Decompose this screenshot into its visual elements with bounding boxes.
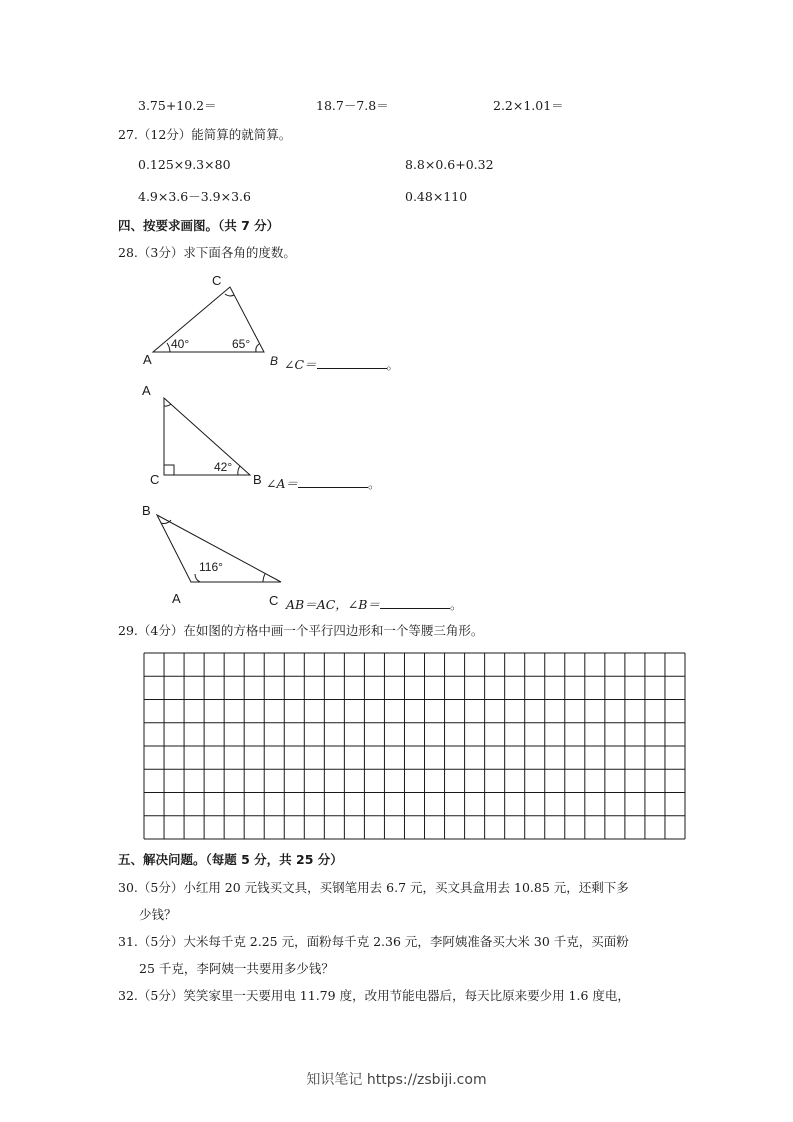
triangle-3-answer [286,596,462,613]
footer-watermark: 知识笔记 https://zsbiji.com [306,1072,487,1088]
question-32-line-1: 32.（5分）笑笑家里一天要用电 11.79 度，改用节能电器后，每天比原来要少用 1.6 度电， [118,988,630,1003]
triangle-3-arc-b [161,520,171,523]
triangle-1-arc-b [256,344,259,352]
section-4-title: 四、按要求画图。（共 7 分） [118,218,280,233]
answer-blank[interactable] [317,356,387,369]
answer-prefix: ∠A＝ [266,476,299,491]
question-28-title: 28.（3分）求下面各角的度数。 [118,245,296,260]
triangle-1-label-b: B [270,354,279,368]
answer-prefix: AB＝AC，∠B＝ [286,597,380,612]
triangle-1-arc-c [225,294,234,296]
triangle-1-arc-a [167,343,170,352]
triangle-3-label-c: C [269,593,279,608]
calc-item: 3.75+10.2＝ [138,98,217,113]
question-31-line-2: 25 千克，李阿姨一共要用多少钱？ [139,961,334,976]
triangle-2-answer [266,475,381,492]
question-30-line-2: 少钱？ [139,907,177,922]
answer-suffix: 。 [386,357,400,372]
triangle-2-label-c: C [150,472,160,487]
triangle-3-arc-c [263,574,265,582]
answer-blank[interactable] [298,475,368,488]
q27-item: 4.9×3.6－3.9×3.6 [138,189,251,204]
calc-item: 2.2×1.01＝ [493,98,564,113]
triangle-1-answer [284,356,399,373]
triangle-2-angle-b: 42° [214,460,233,474]
triangle-2-right-angle [164,465,174,475]
triangle-1-label-a: A [143,352,152,367]
triangle-2-shape [164,398,250,475]
question-31-line-1: 31.（5分）大米每千克 2.25 元，面粉每千克 2.36 元，李阿姨准备买大米 30 千克，买面粉 [118,934,629,949]
q27-item: 0.48×110 [405,189,468,204]
answer-suffix: 。 [368,476,381,491]
triangle-1-label-c: C [212,273,222,288]
triangle-2 [164,398,250,475]
question-30-line-1: 30.（5分）小红用 20 元钱买文具，买钢笔用去 6.7 元，买文具盒用去 10.85 元，还剩下多 [118,880,629,895]
question-27-title: 27.（12分）能简算的就简算。 [118,127,292,142]
answer-blank[interactable] [380,596,450,609]
q27-item: 0.125×9.3×80 [138,157,231,172]
triangle-3-label-a: A [172,591,181,606]
triangle-3-angle-a: 116° [199,560,223,574]
triangle-3-arc-a [195,574,200,582]
section-5-title: 五、解决问题。（每题 5 分，共 25 分） [118,852,343,867]
triangle-2-label-a: A [142,383,151,398]
triangle-2-arc-b [238,466,240,475]
triangle-2-arc-a [164,404,171,406]
triangle-3-label-b: B [142,503,151,518]
calc-item: 18.7－7.8＝ [316,98,389,113]
triangle-1-angle-a: 40° [171,337,190,351]
triangle-1-angle-b: 65° [232,337,251,351]
answer-prefix: ∠C＝ [284,357,317,372]
drawing-grid[interactable] [143,652,686,840]
triangle-2-label-b: B [253,472,262,487]
q27-item: 8.8×0.6+0.32 [405,157,494,172]
answer-suffix: 。 [449,597,463,612]
question-29-title: 29.（4分）在如图的方格中画一个平行四边形和一个等腰三角形。 [118,623,484,638]
